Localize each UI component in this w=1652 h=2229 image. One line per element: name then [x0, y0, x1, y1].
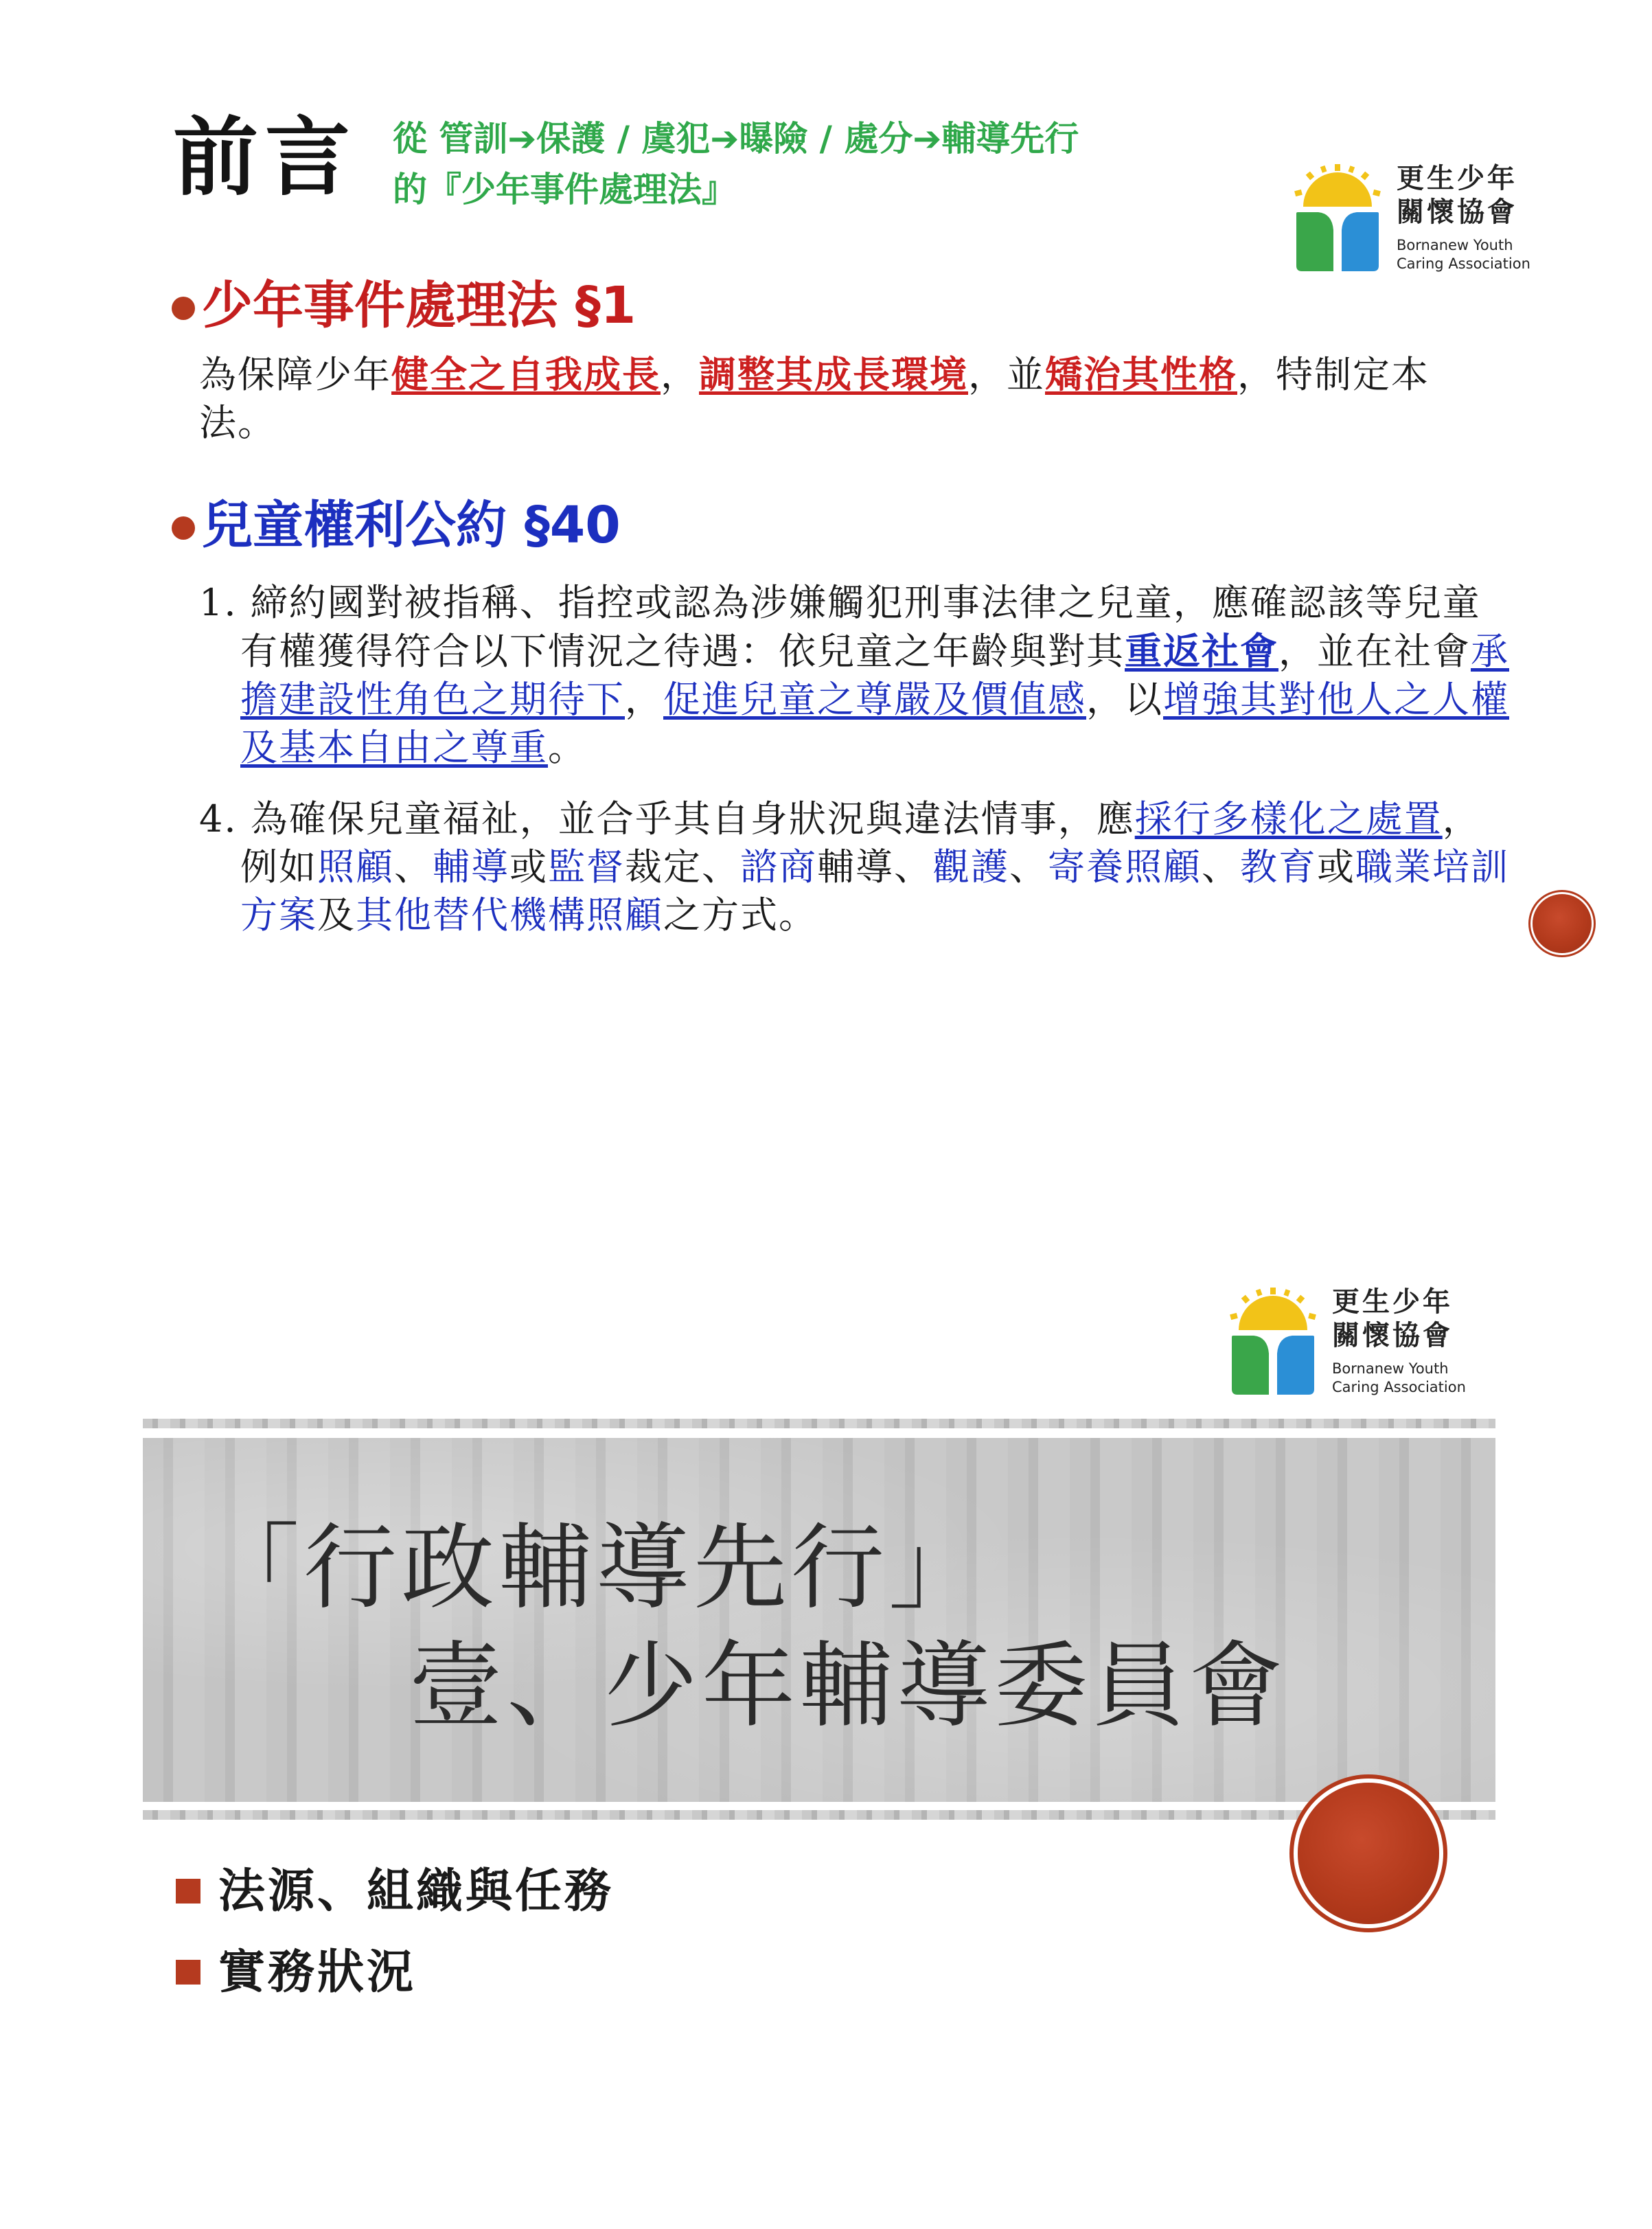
term-foster-care: 寄養照顧 — [1048, 845, 1202, 889]
logo-en-line-1: Bornanew Youth — [1397, 236, 1513, 253]
term-guidance: 輔導 — [433, 845, 509, 889]
item-text: 或 — [1317, 845, 1355, 889]
term-counselling: 諮商 — [740, 845, 817, 889]
page-title: 前言 — [173, 108, 358, 207]
bullet-dot-icon — [172, 516, 195, 540]
item-text: 、 — [394, 845, 433, 889]
item-text: 之方式。 — [663, 893, 817, 937]
banner-top-border — [143, 1419, 1495, 1428]
bullet-item-text: 法源、組織與任務 — [218, 1864, 615, 1919]
item-text: 或 — [509, 845, 548, 889]
item-text: ， — [625, 678, 663, 721]
banner-bottom-border — [143, 1810, 1495, 1820]
logo-mark-icon — [1294, 164, 1381, 271]
bullet-dot-icon — [172, 297, 195, 320]
law-text-part: ，特制定本法。 — [199, 353, 1430, 444]
item-text: 締約國對被指稱、指控或認為涉嫌觸犯刑事法律之兒童，應確認該等兒童有權獲得符合以下情況之待遇：依兒童之年齡與對其 — [240, 581, 1481, 673]
subtitle-line-1: 從 管訓➔保護 / 虞犯➔曝險 / 處分➔輔導先行 — [393, 119, 1079, 159]
item-text: ，例如 — [240, 797, 1481, 889]
square-bullet-icon — [176, 1879, 200, 1904]
crc-item-4 — [199, 795, 1511, 939]
term-vocational-training: 職業培訓方案 — [240, 845, 1509, 937]
item-text: 。 — [548, 726, 586, 769]
law-highlight-growth: 健全之自我成長 — [391, 352, 661, 396]
association-logo-2 — [1229, 1285, 1466, 1397]
logo-mark-icon — [1229, 1288, 1317, 1395]
item-text: 、 — [1009, 845, 1048, 889]
term-care: 照顧 — [317, 845, 394, 889]
term-probation: 觀護 — [932, 845, 1009, 889]
red-disc-decoration-large — [1298, 1783, 1439, 1924]
logo-name-line-1: 更生少年 — [1332, 1286, 1453, 1318]
law-highlight-environment: 調整其成長環境 — [699, 352, 968, 396]
law-text-part: 為保障少年 — [199, 353, 391, 396]
highlight-diverse-measures: 採行多樣化之處置 — [1134, 797, 1443, 841]
juvenile-law-paragraph — [199, 350, 1469, 447]
item-text: 為確保兒童福祉，並合乎其自身狀況與違法情事，應 — [250, 797, 1135, 841]
heading-juvenile-law-text: 少年事件處理法 §1 — [202, 276, 636, 335]
red-disc-decoration — [1533, 894, 1592, 953]
item-number: 4. — [199, 797, 238, 841]
law-text-part: ，並 — [968, 353, 1045, 396]
term-alternative-care: 其他替代機構照顧 — [356, 893, 663, 937]
highlight-constructive-role: 承擔建設性角色之期待下 — [240, 630, 1509, 721]
highlight-dignity: 促進兒童之尊嚴及價值感 — [663, 678, 1086, 721]
item-text: 、 — [1202, 845, 1240, 889]
item-text: ，並在社會 — [1278, 630, 1471, 673]
association-logo — [1294, 162, 1530, 273]
law-highlight-character: 矯治其性格 — [1045, 352, 1237, 396]
logo-name-line-1: 更生少年 — [1397, 163, 1517, 194]
banner-title-line-1: 「行政輔導先行」 — [206, 1514, 986, 1623]
bullet-item-text: 實務狀況 — [218, 1945, 417, 2000]
highlight-reintegration: 重返社會 — [1125, 629, 1278, 673]
heading-crc — [172, 496, 621, 555]
highlight-human-rights: 增強其對他人之人權及基本自由之尊重 — [240, 678, 1509, 769]
subtitle-line-2: 的『少年事件處理法』 — [393, 170, 736, 209]
heading-juvenile-law — [172, 276, 636, 335]
bullet-item-2 — [176, 1945, 417, 2000]
banner-title-line-2: 壹、少年輔導委員會 — [409, 1632, 1287, 1741]
logo-en-line-2: Caring Association — [1332, 1378, 1466, 1395]
logo-name-line-2: 關懷協會 — [1332, 1319, 1453, 1351]
item-text: 裁定、 — [625, 845, 740, 889]
heading-crc-text: 兒童權利公約 §40 — [202, 496, 621, 555]
term-supervision: 監督 — [548, 845, 625, 889]
item-text: 輔導、 — [817, 845, 932, 889]
logo-en-line-2: Caring Association — [1397, 255, 1530, 272]
item-text: 及 — [317, 893, 356, 937]
logo-name-line-2: 關懷協會 — [1397, 196, 1517, 228]
crc-item-1 — [199, 579, 1511, 772]
term-education: 教育 — [1240, 845, 1317, 889]
law-text-part: ， — [661, 353, 699, 396]
bullet-item-1 — [176, 1864, 615, 1919]
logo-en-line-1: Bornanew Youth — [1332, 1360, 1449, 1377]
square-bullet-icon — [176, 1960, 200, 1985]
item-number: 1. — [199, 581, 238, 624]
item-text: ，以 — [1086, 678, 1163, 721]
